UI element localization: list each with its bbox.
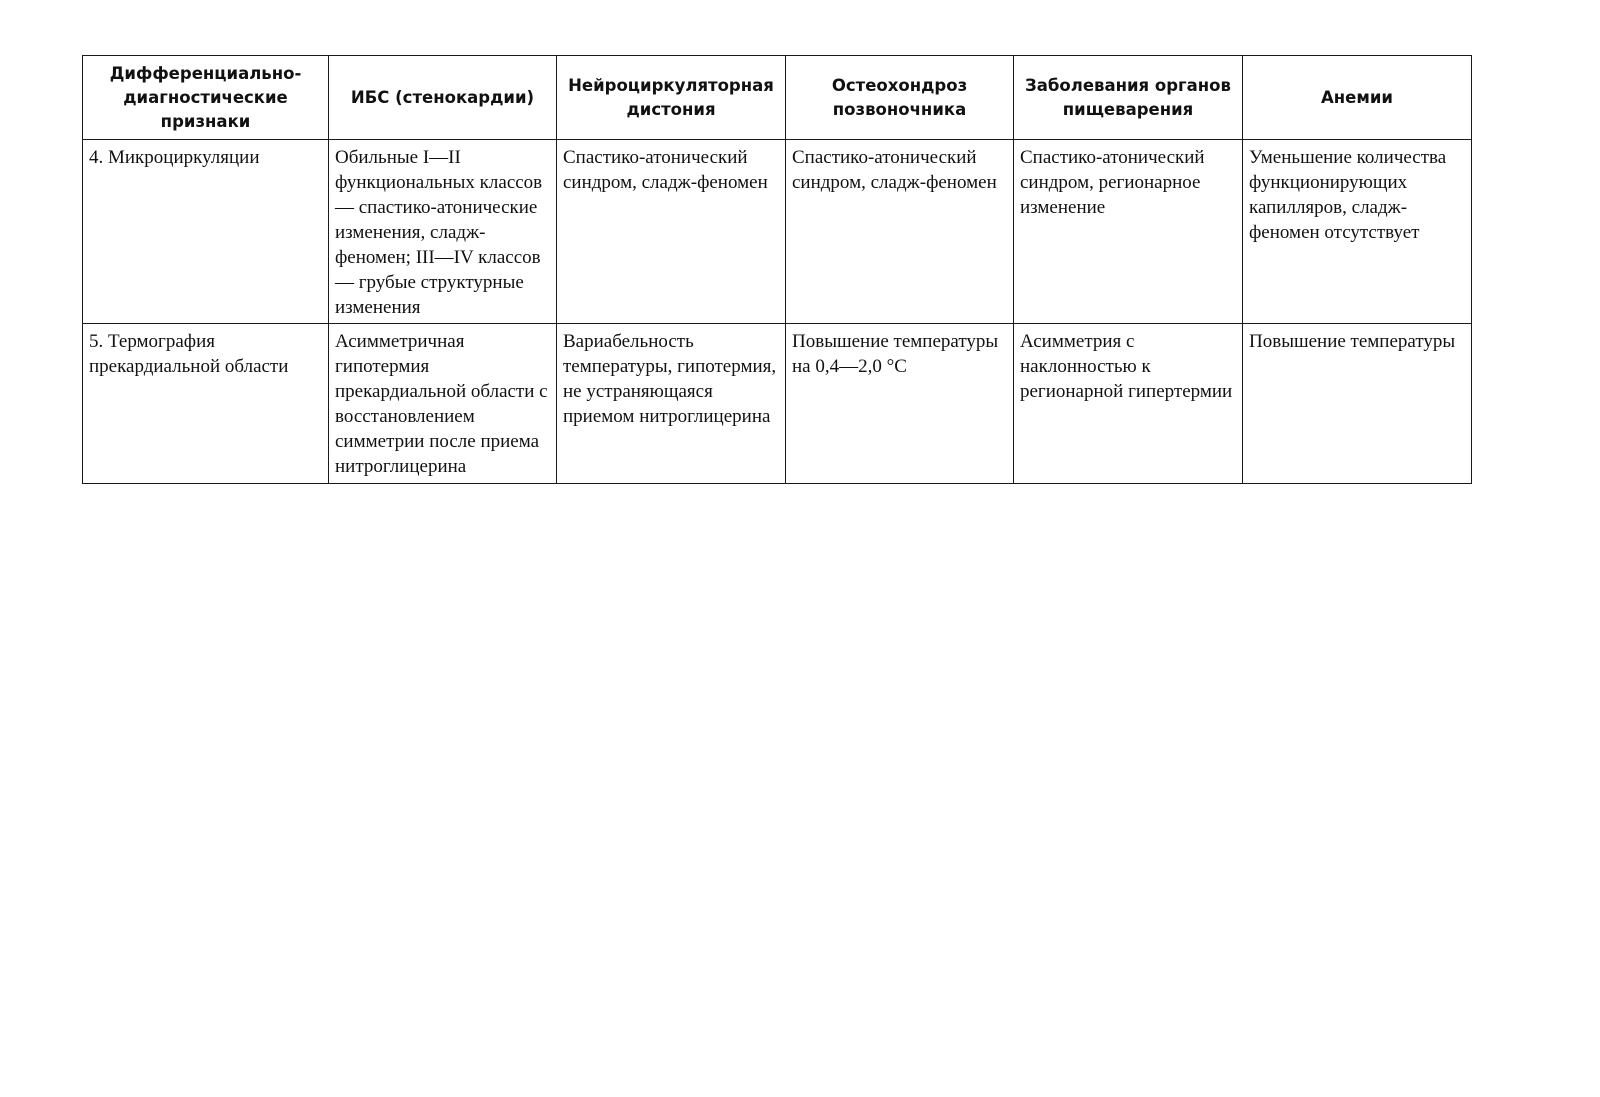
table-row bbox=[83, 140, 1472, 324]
table-cell: Асимметрия с наклонностью к регионарной гипертермии bbox=[1014, 324, 1243, 484]
header-osteochondrosis: Остеохондроз позвоночника bbox=[786, 56, 1014, 140]
table-cell: Спастико-атонический синдром, регионарное изменение bbox=[1014, 140, 1243, 324]
table-cell: Асимметричная гипотермия прекардиальной области с восстановлением симметрии после приема нитроглицерина bbox=[329, 324, 557, 484]
header-anemia: Анемии bbox=[1243, 56, 1472, 140]
table-cell: 5. Термография прекардиальной области bbox=[83, 324, 329, 484]
header-criteria: Дифференциально-диагностические признаки bbox=[83, 56, 329, 140]
table-row bbox=[83, 324, 1472, 484]
table-cell: Вариабельность температуры, гипотермия, не устраняющаяся приемом нитроглицерина bbox=[557, 324, 786, 484]
table-cell: Повышение температуры на 0,4—2,0 °С bbox=[786, 324, 1014, 484]
table-cell: Спастико-атонический синдром, сладж-феномен bbox=[786, 140, 1014, 324]
table-cell: Повышение температуры bbox=[1243, 324, 1472, 484]
header-ihd: ИБС (стенокардии) bbox=[329, 56, 557, 140]
differential-diagnosis-table bbox=[82, 55, 1472, 484]
header-ncd: Нейроциркуляторная дистония bbox=[557, 56, 786, 140]
table-cell: Спастико-атонический синдром, сладж-феномен bbox=[557, 140, 786, 324]
table-cell: 4. Микроциркуляции bbox=[83, 140, 329, 324]
header-digestive-diseases: Заболевания органов пищеварения bbox=[1014, 56, 1243, 140]
table-cell: Обильные I—II функциональных классов — спастико-атонические изменения, сладж-феномен; III—IV классов — грубые структурные изменения bbox=[329, 140, 557, 324]
table-cell: Уменьшение количества функционирующих капилляров, сладж-феномен отсутствует bbox=[1243, 140, 1472, 324]
table-header-row bbox=[83, 56, 1472, 140]
